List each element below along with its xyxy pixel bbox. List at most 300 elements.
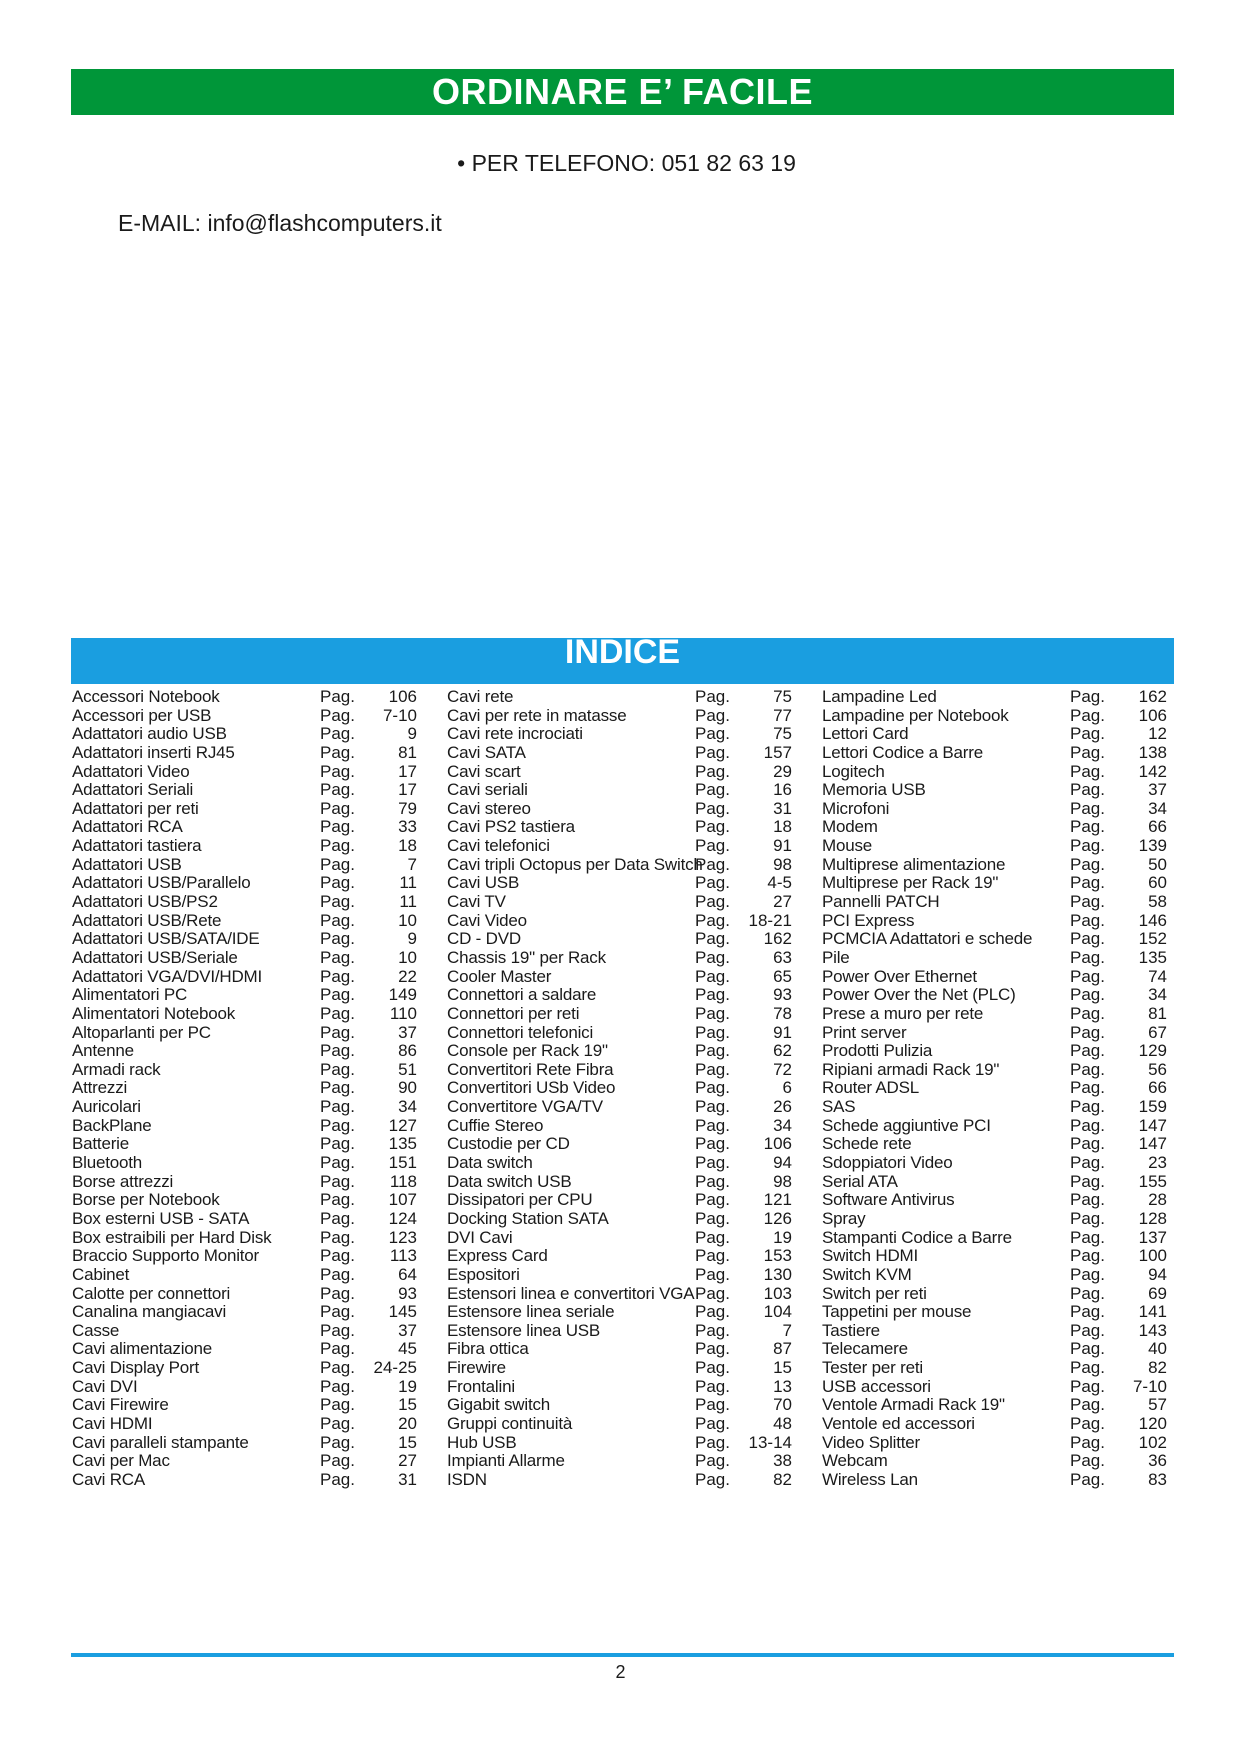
index-entry-page: 135 <box>1138 947 1167 967</box>
index-entry-name: Custodie per CD <box>447 1134 570 1154</box>
index-entry-pag-label: Pag. <box>1070 1097 1105 1117</box>
index-entry-pag-label: Pag. <box>320 687 355 706</box>
index-entry-pag-label: Pag. <box>320 873 355 893</box>
index-entry-pag-label: Pag. <box>320 1395 355 1415</box>
index-entry-pag-label: Pag. <box>695 1246 730 1266</box>
index-entry <box>72 763 432 782</box>
index-entry <box>72 707 432 726</box>
index-entry-page: 23 <box>1148 1153 1167 1173</box>
index-entry-page: 7 <box>407 854 417 874</box>
index-entry-page: 142 <box>1138 761 1167 781</box>
index-entry-pag-label: Pag. <box>695 1097 730 1117</box>
index-entry-page: 87 <box>773 1339 792 1359</box>
index-entry-name: Cavi RCA <box>72 1469 146 1489</box>
index-entry <box>447 912 807 931</box>
index-entry-name: Power Over Ethernet <box>822 966 977 986</box>
index-entry-page: 65 <box>773 966 792 986</box>
index-entry-pag-label: Pag. <box>695 836 730 856</box>
index-entry-name: Adattatori RCA <box>72 817 183 837</box>
index-entry-name: Canalina mangiacavi <box>72 1302 227 1322</box>
index-entry <box>447 1452 807 1471</box>
index-entry-name: Modem <box>822 817 878 837</box>
index-entry-pag-label: Pag. <box>695 1376 730 1396</box>
index-entry-pag-label: Pag. <box>1070 1208 1105 1228</box>
index-entry-page: 22 <box>398 966 417 986</box>
index-entry-page: 27 <box>398 1451 417 1471</box>
index-entry-pag-label: Pag. <box>1070 1413 1105 1433</box>
index-entry-name: Estensori linea e convertitori VGA <box>447 1283 695 1303</box>
index-entry-name: Cuffie Stereo <box>447 1115 544 1135</box>
index-entry <box>447 874 807 893</box>
index-entry-name: Calotte per connettori <box>72 1283 231 1303</box>
index-entry-pag-label: Pag. <box>695 817 730 837</box>
index-entry-pag-label: Pag. <box>695 1059 730 1079</box>
index-entry-pag-label: Pag. <box>1070 1153 1105 1173</box>
index-entry-pag-label: Pag. <box>320 1339 355 1359</box>
index-entry-pag-label: Pag. <box>320 1097 355 1117</box>
index-entry <box>72 1396 432 1415</box>
index-title: INDICE <box>564 638 681 671</box>
index-entry-page: 7-10 <box>382 705 417 725</box>
index-entry-page: 4-5 <box>767 873 792 893</box>
index-entry-name: Software Antivirus <box>822 1190 955 1210</box>
index-entry-pag-label: Pag. <box>1070 1264 1105 1284</box>
index-entry-page: 86 <box>398 1041 417 1061</box>
index-entry-pag-label: Pag. <box>1070 1078 1105 1098</box>
index-entry <box>72 1452 432 1471</box>
index-entry-page: 135 <box>388 1134 417 1154</box>
index-entry-pag-label: Pag. <box>695 1227 730 1247</box>
index-entry-pag-label: Pag. <box>320 1153 355 1173</box>
index-entry <box>72 1098 432 1117</box>
index-entry <box>72 818 432 837</box>
index-entry-pag-label: Pag. <box>1070 892 1105 912</box>
index-entry-page: 33 <box>398 817 417 837</box>
index-entry-page: 7-10 <box>1132 1376 1167 1396</box>
index-entry <box>822 1452 1182 1471</box>
index-entry <box>822 707 1182 726</box>
index-entry <box>447 781 807 800</box>
index-entry-page: 151 <box>388 1153 417 1173</box>
index-entry-pag-label: Pag. <box>320 1302 355 1322</box>
index-entry-pag-label: Pag. <box>695 780 730 800</box>
index-entry-pag-label: Pag. <box>320 1171 355 1191</box>
index-entry <box>822 1378 1182 1397</box>
index-entry <box>447 1173 807 1192</box>
index-entry-pag-label: Pag. <box>320 798 355 818</box>
index-entry-page: 98 <box>773 854 792 874</box>
index-entry-name: Switch per reti <box>822 1283 927 1303</box>
index-entry-pag-label: Pag. <box>695 1264 730 1284</box>
index-entry-page: 74 <box>1148 966 1167 986</box>
index-entry <box>72 856 432 875</box>
index-entry-page: 28 <box>1148 1190 1167 1210</box>
index-entry-page: 106 <box>388 687 417 706</box>
index-entry-pag-label: Pag. <box>1070 798 1105 818</box>
index-entry-page: 15 <box>398 1395 417 1415</box>
index-entry <box>72 1079 432 1098</box>
index-entry <box>447 1285 807 1304</box>
index-entry-name: Cavi TV <box>447 892 506 912</box>
index-entry-page: 118 <box>389 1171 417 1191</box>
index-entry-page: 58 <box>1148 892 1167 912</box>
index-entry-pag-label: Pag. <box>320 1246 355 1266</box>
index-entry-page: 146 <box>1138 910 1167 930</box>
index-entry <box>822 856 1182 875</box>
index-entry-name: Convertitori Rete Fibra <box>447 1059 614 1079</box>
index-entry <box>72 930 432 949</box>
index-entry-pag-label: Pag. <box>1070 1115 1105 1135</box>
index-entry <box>72 1434 432 1453</box>
index-entry <box>822 1471 1182 1490</box>
index-entry-pag-label: Pag. <box>1070 1227 1105 1247</box>
index-entry-pag-label: Pag. <box>1070 1395 1105 1415</box>
index-entry-pag-label: Pag. <box>320 947 355 967</box>
index-entry <box>822 1079 1182 1098</box>
index-entry-pag-label: Pag. <box>320 1469 355 1489</box>
index-entry-pag-label: Pag. <box>1070 705 1105 725</box>
index-entry-page: 27 <box>773 892 792 912</box>
index-entry <box>72 1471 432 1490</box>
index-entry-page: 20 <box>398 1413 417 1433</box>
index-entry-page: 37 <box>398 1022 417 1042</box>
index-entry-pag-label: Pag. <box>320 1003 355 1023</box>
index-entry-name: Lettori Card <box>822 724 909 744</box>
index-entry-page: 145 <box>388 1302 417 1322</box>
index-entry-name: Adattatori USB/Seriale <box>72 947 238 967</box>
index-entry-name: Firewire <box>447 1358 506 1378</box>
index-entry-name: Lettori Codice a Barre <box>822 742 983 762</box>
index-entry-pag-label: Pag. <box>320 1041 355 1061</box>
index-entry-name: Altoparlanti per PC <box>72 1022 211 1042</box>
index-entry-name: Auricolari <box>72 1097 141 1117</box>
index-entry-page: 130 <box>763 1264 792 1284</box>
page-number: 2 <box>615 1662 626 1682</box>
index-entry-page: 31 <box>398 1469 417 1489</box>
index-entry-page: 11 <box>399 892 417 912</box>
index-entry-pag-label: Pag. <box>320 780 355 800</box>
index-entry-pag-label: Pag. <box>320 854 355 874</box>
index-entry-name: Espositori <box>447 1264 520 1284</box>
index-entry <box>72 1266 432 1285</box>
index-entry-page: 66 <box>1148 1078 1167 1098</box>
index-entry-name: Express Card <box>447 1246 548 1266</box>
index-entry-page: 34 <box>773 1115 792 1135</box>
index-entry <box>822 912 1182 931</box>
ordinare-banner <box>71 69 1174 115</box>
index-entry <box>447 1154 807 1173</box>
index-entry-page: 29 <box>773 761 792 781</box>
index-entry <box>822 1061 1182 1080</box>
index-entry-page: 57 <box>1148 1395 1167 1415</box>
index-entry-page: 124 <box>388 1208 417 1228</box>
index-entry-pag-label: Pag. <box>695 873 730 893</box>
index-entry-name: Cavi USB <box>447 873 520 893</box>
index-entry <box>72 1024 432 1043</box>
index-entry-pag-label: Pag. <box>695 947 730 967</box>
index-entry-pag-label: Pag. <box>1070 1302 1105 1322</box>
index-entry-pag-label: Pag. <box>695 929 730 949</box>
index-entry-name: Cavi rete <box>447 687 514 706</box>
index-entry <box>447 1061 807 1080</box>
index-entry <box>822 1434 1182 1453</box>
index-entry <box>72 1303 432 1322</box>
index-entry <box>447 986 807 1005</box>
index-entry-page: 94 <box>773 1153 792 1173</box>
index-entry-pag-label: Pag. <box>695 1339 730 1359</box>
index-entry-name: Adattatori per reti <box>72 798 199 818</box>
index-entry-name: PCI Express <box>822 910 915 930</box>
index-entry-page: 100 <box>1138 1246 1167 1266</box>
index-entry-page: 91 <box>773 1022 792 1042</box>
index-entry <box>822 930 1182 949</box>
index-entry <box>447 1005 807 1024</box>
index-entry <box>822 1191 1182 1210</box>
index-entry-page: 17 <box>398 780 417 800</box>
index-entry-pag-label: Pag. <box>695 798 730 818</box>
index-entry-name: Batterie <box>72 1134 129 1154</box>
index-entry-pag-label: Pag. <box>1070 985 1105 1005</box>
index-entry <box>822 1359 1182 1378</box>
index-entry-name: Cavi Firewire <box>72 1395 169 1415</box>
index-entry-name: Armadi rack <box>72 1059 161 1079</box>
index-entry-name: Lampadine per Notebook <box>822 705 1009 725</box>
index-entry-page: 106 <box>1138 705 1167 725</box>
index-entry-pag-label: Pag. <box>695 1041 730 1061</box>
index-entry-pag-label: Pag. <box>695 1413 730 1433</box>
index-entry <box>822 837 1182 856</box>
index-entry-page: 93 <box>773 985 792 1005</box>
index-entry-pag-label: Pag. <box>1070 910 1105 930</box>
index-entry <box>822 1042 1182 1061</box>
index-entry-name: DVI Cavi <box>447 1227 513 1247</box>
index-entry-pag-label: Pag. <box>320 1115 355 1135</box>
index-entry-pag-label: Pag. <box>695 1022 730 1042</box>
index-entry <box>72 1042 432 1061</box>
index-entry-pag-label: Pag. <box>320 724 355 744</box>
index-entry-page: 64 <box>398 1264 417 1284</box>
index-entry-name: Cavi per Mac <box>72 1451 170 1471</box>
index-entry-pag-label: Pag. <box>1070 780 1105 800</box>
index-entry-page: 75 <box>773 724 792 744</box>
ordinare-title: ORDINARE E’ FACILE <box>431 71 814 112</box>
index-entry <box>822 1135 1182 1154</box>
index-entry <box>447 1303 807 1322</box>
index-entry-page: 34 <box>1148 985 1167 1005</box>
index-entry <box>72 874 432 893</box>
index-entry <box>822 1117 1182 1136</box>
index-entry <box>822 1340 1182 1359</box>
index-entry <box>447 1415 807 1434</box>
index-entry <box>72 1340 432 1359</box>
index-entry <box>822 1229 1182 1248</box>
index-entry <box>447 1191 807 1210</box>
index-entry-pag-label: Pag. <box>320 892 355 912</box>
index-entry <box>447 1098 807 1117</box>
index-entry <box>72 1005 432 1024</box>
index-entry <box>822 1247 1182 1266</box>
index-entry-name: Accessori per USB <box>72 705 212 725</box>
index-entry-pag-label: Pag. <box>320 929 355 949</box>
index-entry-pag-label: Pag. <box>1070 1339 1105 1359</box>
index-entry-pag-label: Pag. <box>695 1115 730 1135</box>
index-entry-page: 9 <box>407 929 417 949</box>
index-entry-page: 147 <box>1138 1134 1167 1154</box>
index-entry-name: Borse attrezzi <box>72 1171 174 1191</box>
index-entry-page: 123 <box>388 1227 417 1247</box>
index-entry-name: Frontalini <box>447 1376 515 1396</box>
index-entry-name: Hub USB <box>447 1432 517 1452</box>
index-entry-name: Estensore linea USB <box>447 1320 601 1340</box>
index-entry <box>822 763 1182 782</box>
index-entry-pag-label: Pag. <box>695 1469 730 1489</box>
index-banner <box>71 638 1174 684</box>
index-entry-page: 141 <box>1138 1302 1167 1322</box>
index-entry-page: 129 <box>1138 1041 1167 1061</box>
index-entry-name: Pannelli PATCH <box>822 892 940 912</box>
index-entry <box>72 1415 432 1434</box>
index-entry-page: 75 <box>773 687 792 706</box>
index-entry <box>447 1117 807 1136</box>
index-entry-name: Connettori per reti <box>447 1003 580 1023</box>
index-entry-pag-label: Pag. <box>320 1358 355 1378</box>
index-entry-pag-label: Pag. <box>1070 854 1105 874</box>
index-entry-name: Adattatori inserti RJ45 <box>72 742 235 762</box>
index-entry-name: Cooler Master <box>447 966 552 986</box>
index-entry <box>822 874 1182 893</box>
index-entry-page: 91 <box>773 836 792 856</box>
index-entry-name: Spray <box>822 1208 866 1228</box>
index-entry-name: Logitech <box>822 761 885 781</box>
index-entry-pag-label: Pag. <box>1070 742 1105 762</box>
index-table <box>72 688 1172 1488</box>
email-line: E-MAIL: info@flashcomputers.it <box>118 210 442 236</box>
index-entry-pag-label: Pag. <box>695 1190 730 1210</box>
index-entry <box>72 1229 432 1248</box>
index-entry-name: Schede aggiuntive PCI <box>822 1115 991 1135</box>
index-entry-pag-label: Pag. <box>320 1227 355 1247</box>
index-entry-page: 120 <box>1138 1413 1167 1433</box>
index-entry-pag-label: Pag. <box>695 985 730 1005</box>
index-entry-pag-label: Pag. <box>320 1432 355 1452</box>
index-entry-page: 11 <box>399 873 417 893</box>
index-entry-pag-label: Pag. <box>320 817 355 837</box>
index-entry-name: Adattatori VGA/DVI/HDMI <box>72 966 263 986</box>
index-entry <box>447 688 807 707</box>
index-entry-name: Serial ATA <box>822 1171 898 1191</box>
index-entry-page: 56 <box>1148 1059 1167 1079</box>
index-entry-name: Console per Rack 19" <box>447 1041 608 1061</box>
index-entry-pag-label: Pag. <box>320 761 355 781</box>
index-entry-pag-label: Pag. <box>1070 1432 1105 1452</box>
index-entry <box>72 949 432 968</box>
index-entry <box>822 893 1182 912</box>
index-entry-name: Connettori telefonici <box>447 1022 594 1042</box>
index-entry-name: Convertitori USb Video <box>447 1078 616 1098</box>
index-entry-name: Stampanti Codice a Barre <box>822 1227 1012 1247</box>
index-entry <box>72 986 432 1005</box>
index-entry-pag-label: Pag. <box>1070 1059 1105 1079</box>
index-entry <box>72 968 432 987</box>
index-entry-pag-label: Pag. <box>695 1283 730 1303</box>
index-entry-pag-label: Pag. <box>695 854 730 874</box>
index-entry-page: 31 <box>773 798 792 818</box>
index-entry-pag-label: Pag. <box>320 1059 355 1079</box>
index-entry <box>447 968 807 987</box>
index-entry-name: Alimentatori Notebook <box>72 1003 236 1023</box>
index-entry-page: 79 <box>398 798 417 818</box>
index-entry-page: 16 <box>773 780 792 800</box>
index-entry-page: 67 <box>1148 1022 1167 1042</box>
index-entry-pag-label: Pag. <box>320 1208 355 1228</box>
index-entry <box>822 725 1182 744</box>
index-entry-page: 51 <box>398 1059 417 1079</box>
index-entry-page: 36 <box>1148 1451 1167 1471</box>
index-entry-page: 38 <box>773 1451 792 1471</box>
index-entry <box>447 1471 807 1490</box>
index-entry-pag-label: Pag. <box>320 1134 355 1154</box>
index-entry-pag-label: Pag. <box>320 836 355 856</box>
index-entry-page: 70 <box>773 1395 792 1415</box>
index-entry-name: Fibra ottica <box>447 1339 529 1359</box>
index-entry-pag-label: Pag. <box>1070 1190 1105 1210</box>
index-entry-name: Cavi telefonici <box>447 836 550 856</box>
index-entry <box>447 1378 807 1397</box>
index-entry-page: 15 <box>398 1432 417 1452</box>
index-entry-name: Borse per Notebook <box>72 1190 220 1210</box>
index-entry <box>822 1415 1182 1434</box>
index-entry-name: Telecamere <box>822 1339 908 1359</box>
index-entry-page: 121 <box>763 1190 792 1210</box>
index-entry-name: Wireless Lan <box>822 1469 918 1489</box>
index-entry-name: Microfoni <box>822 798 890 818</box>
index-entry-page: 19 <box>398 1376 417 1396</box>
index-entry <box>72 800 432 819</box>
index-entry-page: 98 <box>773 1171 792 1191</box>
index-entry <box>447 763 807 782</box>
index-entry-pag-label: Pag. <box>695 1395 730 1415</box>
index-entry-pag-label: Pag. <box>1070 724 1105 744</box>
index-entry-page: 82 <box>773 1469 792 1489</box>
index-entry-pag-label: Pag. <box>695 705 730 725</box>
index-entry-name: Adattatori Seriali <box>72 780 194 800</box>
index-entry-name: Cavi rete incrociati <box>447 724 583 744</box>
index-entry <box>822 1396 1182 1415</box>
index-entry <box>447 1322 807 1341</box>
index-entry-pag-label: Pag. <box>1070 1320 1105 1340</box>
index-entry-name: Print server <box>822 1022 907 1042</box>
index-entry-page: 78 <box>773 1003 792 1023</box>
index-entry <box>822 1154 1182 1173</box>
index-entry-page: 126 <box>763 1208 792 1228</box>
index-entry-page: 60 <box>1148 873 1167 893</box>
index-entry <box>72 1210 432 1229</box>
index-entry <box>72 744 432 763</box>
index-entry-name: Adattatori USB/Parallelo <box>72 873 251 893</box>
index-entry <box>447 837 807 856</box>
index-entry-name: Cavi Video <box>447 910 527 930</box>
index-entry-page: 93 <box>398 1283 417 1303</box>
index-entry-page: 6 <box>782 1078 792 1098</box>
index-entry-name: Mouse <box>822 836 873 856</box>
index-entry <box>447 818 807 837</box>
index-entry-page: 13-14 <box>748 1432 792 1452</box>
index-entry-name: Power Over the Net (PLC) <box>822 985 1016 1005</box>
index-entry <box>447 725 807 744</box>
index-entry-name: Adattatori USB/Rete <box>72 910 222 930</box>
index-entry-pag-label: Pag. <box>695 966 730 986</box>
index-entry-pag-label: Pag. <box>695 1432 730 1452</box>
